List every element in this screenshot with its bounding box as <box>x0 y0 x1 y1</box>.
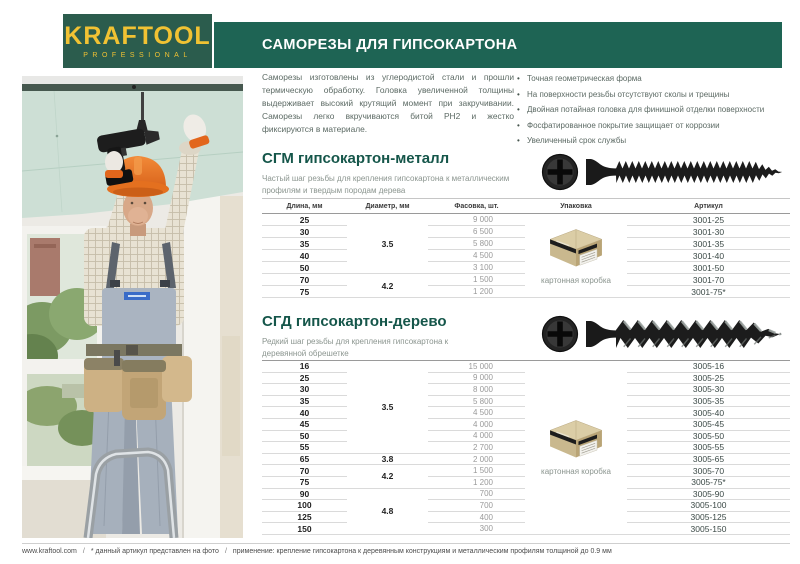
length-cell: 90 <box>262 488 347 500</box>
sku-cell: 3005-16 <box>627 361 790 373</box>
diameter-cell: 3.8 <box>347 453 428 465</box>
sgd-table-container <box>262 360 790 535</box>
length-cell: 45 <box>262 418 347 430</box>
sgd-section-title: СГД гипсокартон-дерево <box>262 313 447 330</box>
table-row <box>262 361 790 373</box>
sgd-screw-image <box>524 306 790 362</box>
sgm-table-container <box>262 198 790 298</box>
quantity-cell: 8 000 <box>428 384 525 396</box>
sgm-table <box>262 198 790 298</box>
sku-cell: 3005-30 <box>627 384 790 396</box>
length-cell: 50 <box>262 430 347 442</box>
quantity-cell: 6 500 <box>428 226 525 238</box>
diameter-cell: 4.2 <box>347 465 428 488</box>
footer-separator: / <box>82 548 85 555</box>
intro-paragraph: Саморезы изготовлены из углеродистой стали и прошли термическую обработку. Головка увеличенной толщины выдерживает высокий крутящий момент при закручивании. Саморезы легко вкручиваются битой PH2 и жестко фиксируются в материале. <box>262 72 514 135</box>
footer-site-link[interactable]: www.kraftool.com <box>22 548 77 555</box>
footer-note-application: применение: крепление гипсокартона к деревянным конструкциям и металлическим профилям толщиной до 0.9 мм <box>232 548 612 555</box>
sku-cell: 3005-150 <box>627 523 790 535</box>
diameter-cell: 3.5 <box>347 361 428 454</box>
quantity-cell: 1 200 <box>428 286 525 298</box>
brand-subtitle: PROFESSIONAL <box>83 51 192 59</box>
quantity-cell: 2 700 <box>428 442 525 454</box>
sku-cell: 3005-100 <box>627 500 790 512</box>
feature-item: • Двойная потайная головка для финишной отделки поверхности <box>517 104 791 116</box>
length-cell: 70 <box>262 465 347 477</box>
sku-cell: 3005-65 <box>627 453 790 465</box>
length-cell: 75 <box>262 476 347 488</box>
sku-cell: 3005-40 <box>627 407 790 419</box>
quantity-cell: 4 500 <box>428 407 525 419</box>
cardboard-box-icon <box>545 227 607 269</box>
packaging-caption: картонная коробка <box>541 467 611 477</box>
sku-cell: 3005-25 <box>627 372 790 384</box>
quantity-cell: 4 000 <box>428 430 525 442</box>
length-cell: 25 <box>262 372 347 384</box>
quantity-cell: 9 000 <box>428 214 525 226</box>
quantity-cell: 9 000 <box>428 372 525 384</box>
quantity-cell: 4 500 <box>428 250 525 262</box>
footer-note-photo: * данный артикул представлен на фото <box>90 548 219 555</box>
length-cell: 125 <box>262 511 347 523</box>
length-cell: 40 <box>262 250 347 262</box>
sku-cell: 3005-75* <box>627 476 790 488</box>
quantity-cell: 2 000 <box>428 453 525 465</box>
column-header: Диаметр, мм <box>347 199 428 214</box>
feature-item: • На поверхности резьбы отсутствуют сколы и трещины <box>517 89 791 101</box>
footer-divider <box>22 543 790 544</box>
diameter-cell: 4.8 <box>347 488 428 534</box>
length-cell: 25 <box>262 214 347 226</box>
sku-cell: 3005-50 <box>627 430 790 442</box>
diameter-cell: 4.2 <box>347 274 428 298</box>
length-cell: 50 <box>262 262 347 274</box>
footer-separator: / <box>224 548 227 555</box>
packaging-cell <box>525 361 627 535</box>
sku-cell: 3001-70 <box>627 274 790 286</box>
sku-cell: 3001-40 <box>627 250 790 262</box>
length-cell: 35 <box>262 395 347 407</box>
diameter-cell: 3.5 <box>347 214 428 274</box>
sku-cell: 3005-125 <box>627 511 790 523</box>
quantity-cell: 700 <box>428 488 525 500</box>
quantity-cell: 1 500 <box>428 465 525 477</box>
sku-cell: 3001-75* <box>627 286 790 298</box>
length-cell: 150 <box>262 523 347 535</box>
packaging-cell <box>525 214 627 298</box>
length-cell: 70 <box>262 274 347 286</box>
sgm-screw-image <box>524 144 790 200</box>
sgd-table <box>262 360 790 535</box>
length-cell: 40 <box>262 407 347 419</box>
header-band <box>214 22 782 68</box>
brand-name: KRAFTOOL <box>64 21 211 50</box>
sku-cell: 3001-35 <box>627 238 790 250</box>
feature-item: • Фосфатированное покрытие защищает от коррозии <box>517 120 791 132</box>
column-header: Длина, мм <box>262 199 347 214</box>
length-cell: 30 <box>262 384 347 396</box>
quantity-cell: 400 <box>428 511 525 523</box>
header-row <box>262 199 790 214</box>
sgm-section-title: СГМ гипсокартон-металл <box>262 150 450 167</box>
sku-cell: 3005-55 <box>627 442 790 454</box>
length-cell: 75 <box>262 286 347 298</box>
sku-cell: 3005-45 <box>627 418 790 430</box>
column-header: Фасовка, шт. <box>428 199 525 214</box>
brand-logo <box>63 14 212 68</box>
sku-cell: 3001-25 <box>627 214 790 226</box>
quantity-cell: 3 100 <box>428 262 525 274</box>
worker-photo <box>22 76 243 538</box>
sgm-section-description: Частый шаг резьбы для крепления гипсокартона к металлическим профилям и твердым породам дерева <box>262 174 510 195</box>
packaging-caption: картонная коробка <box>541 275 611 285</box>
length-cell: 30 <box>262 226 347 238</box>
quantity-cell: 4 000 <box>428 418 525 430</box>
sku-cell: 3005-35 <box>627 395 790 407</box>
quantity-cell: 700 <box>428 500 525 512</box>
page-title: САМОРЕЗЫ ДЛЯ ГИПСОКАРТОНА <box>262 37 518 53</box>
table-row <box>262 214 790 226</box>
length-cell: 55 <box>262 442 347 454</box>
quantity-cell: 5 800 <box>428 238 525 250</box>
feature-list <box>517 73 791 151</box>
sku-cell: 3005-90 <box>627 488 790 500</box>
sku-cell: 3001-50 <box>627 262 790 274</box>
cardboard-box-icon <box>545 418 607 460</box>
column-header: Упаковка <box>525 199 627 214</box>
length-cell: 16 <box>262 361 347 373</box>
footer <box>22 548 790 555</box>
sgd-section-description: Редкий шаг резьбы для крепления гипсокартона к деревянной обрешетке <box>262 337 449 358</box>
sku-cell: 3005-70 <box>627 465 790 477</box>
quantity-cell: 15 000 <box>428 361 525 373</box>
length-cell: 35 <box>262 238 347 250</box>
quantity-cell: 1 500 <box>428 274 525 286</box>
feature-item: • Увеличенный срок службы <box>517 135 791 147</box>
quantity-cell: 1 200 <box>428 476 525 488</box>
length-cell: 100 <box>262 500 347 512</box>
column-header: Артикул <box>627 199 790 214</box>
sku-cell: 3001-30 <box>627 226 790 238</box>
length-cell: 65 <box>262 453 347 465</box>
quantity-cell: 300 <box>428 523 525 535</box>
feature-item: • Точная геометрическая форма <box>517 73 791 85</box>
quantity-cell: 5 800 <box>428 395 525 407</box>
